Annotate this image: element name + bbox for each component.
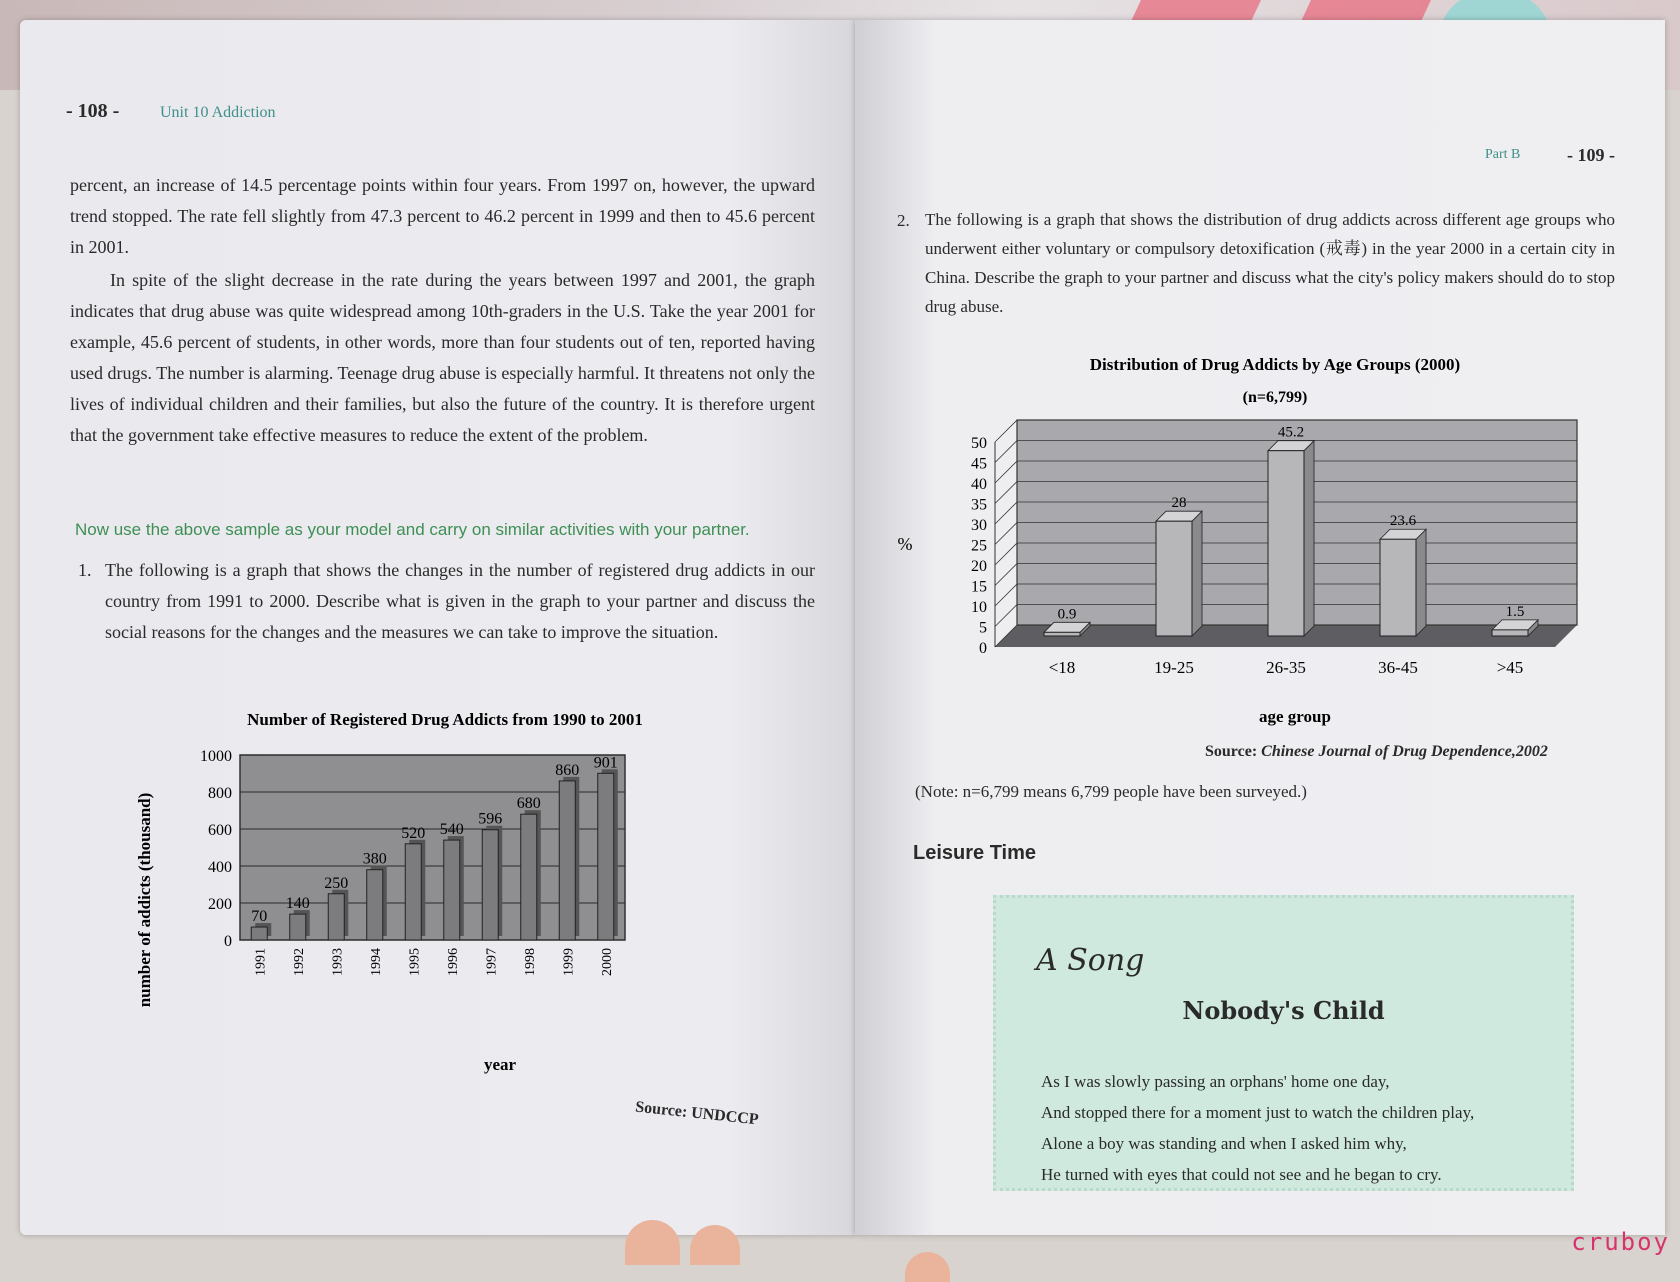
chart1-title: Number of Registered Drug Addicts from 1990 to 2001: [247, 710, 643, 729]
chart2-value-label: 28: [1171, 495, 1187, 512]
chart1-ytick: 600: [208, 822, 232, 839]
right-source-label: Source:: [1205, 743, 1262, 760]
watermark: cruboy: [1571, 1228, 1670, 1256]
right-page-number: - 109 -: [1567, 145, 1615, 165]
right-source: [1205, 743, 1548, 761]
chart2-title: Distribution of Drug Addicts by Age Groups (2000): [1089, 355, 1461, 374]
chart1-ytick: 0: [224, 933, 232, 950]
chart-registered-addicts: [100, 695, 720, 1105]
paragraph-1: percent, an increase of 14.5 percentage points within four years. From 1997 on, however, the upward trend stopped. The rate fell slightly from 47.3 percent to 46.2 percent in 1999 and then to 45.6 percent in 2001.: [70, 175, 815, 257]
chart1-value-label: 140: [285, 895, 310, 913]
right-source-journal: Chinese Journal of Drug Dependence,2002: [1261, 743, 1548, 760]
chart2-xtick: 36-45: [1378, 658, 1418, 677]
song-label: A Song: [1036, 943, 1145, 978]
finger: [905, 1252, 950, 1282]
poem-line: He turned with eyes that could not see and he began to cry.: [1041, 1165, 1442, 1184]
poem-line: Alone a boy was standing and when I asked him why,: [1041, 1134, 1407, 1153]
chart1-bar: [290, 914, 306, 940]
instruction-text: Now use the above sample as your model and carry on similar activities with your partner.: [75, 520, 750, 539]
chart2-value-label: 23.6: [1389, 513, 1417, 530]
chart2-ytick: 25: [971, 537, 987, 555]
left-page-number: - 108 -: [66, 100, 120, 122]
chart2-bar: [1268, 451, 1304, 636]
chart2-gridline-side: [995, 564, 1017, 586]
chart2-value-label: 1.5: [1505, 603, 1525, 620]
chart2-ytick: 35: [971, 496, 987, 514]
chart2-xtick: >45: [1496, 658, 1524, 677]
exercise-1-text: The following is a graph that shows the changes in the number of registered drug addicts in our country from 1991 to 2000. Describe what is given in the graph to your partner and discuss the social reasons for the changes and the measures we can take to improve the situation.: [105, 560, 815, 642]
exercise-2-text: The following is a graph that shows the distribution of drug addicts across different age groups who underwent either voluntary or compulsory detoxification (戒毒) in the year 2000 in a certain city in China. Describe the graph to your partner and discuss what the city's policy makers should do to stop drug abuse.: [925, 210, 1615, 316]
chart1-value-label: 70: [251, 908, 268, 926]
chart2-bar: [1156, 521, 1192, 636]
chart2-bar: [1044, 632, 1080, 636]
part-header: Part B: [1485, 147, 1521, 162]
chart1-value-label: 540: [439, 821, 464, 839]
exercise-1-number: 1.: [78, 560, 92, 580]
chart2-ytick: 40: [971, 476, 987, 493]
chart2-gridline-side: [995, 584, 1017, 606]
chart-age-distribution: [875, 340, 1595, 730]
chart2-xlabel: age group: [1259, 707, 1331, 726]
chart2-ytick: 15: [971, 578, 987, 596]
chart2-gridline-side: [995, 523, 1017, 545]
chart2-ylabel: %: [897, 534, 913, 554]
chart2-bar-side: [1416, 529, 1426, 636]
chart1-xlabel: year: [483, 1055, 517, 1074]
chart2-subtitle: (n=6,799): [1242, 389, 1308, 406]
chart2-ytick: 5: [979, 619, 987, 637]
finger: [625, 1220, 680, 1265]
chart2-value-label: 0.9: [1057, 606, 1077, 623]
chart2-gridline-side: [995, 420, 1017, 442]
chart2-bar: [1380, 539, 1416, 636]
chart1-xtick: 1994: [368, 948, 384, 976]
chart2-gridline-side: [995, 543, 1017, 565]
chart1-ytick: 1000: [200, 748, 232, 765]
chart2-bar-side: [1192, 511, 1202, 636]
chart1-value-label: 250: [324, 874, 349, 892]
chart1-bar: [598, 773, 614, 940]
chart1-xtick: 1995: [407, 948, 423, 976]
poem-line: As I was slowly passing an orphans' home one day,: [1041, 1072, 1390, 1091]
chart1-value-label: 520: [401, 824, 426, 842]
chart1-xtick: 1993: [330, 948, 346, 976]
chart2-ytick: 10: [971, 599, 987, 616]
chart2-gridline-side: [995, 461, 1017, 483]
chart2-gridline-side: [995, 502, 1017, 524]
chart2-ytick: 50: [971, 435, 987, 452]
chart1-xtick: 1992: [291, 948, 307, 976]
chart1-xtick: 1998: [522, 948, 538, 976]
chart1-ytick: 800: [208, 785, 232, 802]
chart1-bar: [521, 814, 537, 940]
exercise-2-number: 2.: [897, 211, 910, 230]
chart1-ytick: 200: [208, 896, 232, 913]
chart2-bar: [1492, 630, 1528, 636]
paragraph-2: In spite of the slight decrease in the rate during the years between 1997 and 2001, the graph indicates that drug abuse was quite widespread among 10th-graders in the U.S. Take the year 2001 for example, 45.6 percent of students, in other words, more than four students out of ten, reported having used drugs. The number is alarming. Teenage drug abuse is especially harmful. It threatens not only the lives of individual children and their families, but also the future of the country. It is therefore urgent that the government take effective measures to reduce the extent of the problem.: [70, 270, 815, 445]
chart2-value-label: 45.2: [1277, 424, 1305, 441]
chart1-xtick: 2000: [599, 948, 615, 976]
chart2-xtick: 26-35: [1266, 658, 1306, 677]
chart2-ytick: 30: [971, 517, 987, 534]
chart1-bar: [328, 894, 344, 940]
chart1-bar: [482, 830, 498, 940]
left-source: Source: UNDCCP: [634, 1098, 760, 1129]
chart1-bar: [444, 840, 460, 940]
finger: [690, 1225, 740, 1265]
chart1-value-label: 596: [478, 810, 503, 828]
chart1-bar: [251, 927, 267, 940]
chart2-ytick: 20: [971, 558, 987, 575]
chart1-xtick: 1996: [445, 948, 461, 976]
right-page: [855, 20, 1665, 1235]
chart2-ytick: 0: [979, 640, 987, 657]
leisure-heading: Leisure Time: [913, 842, 1037, 864]
song-title: Nobody's Child: [1182, 996, 1385, 1025]
chart2-xtick: <18: [1048, 658, 1076, 677]
chart2-gridline-side: [995, 441, 1017, 463]
chart1-xtick: 1999: [561, 948, 577, 976]
chart1-value-label: 901: [593, 754, 618, 772]
chart1-value-label: 680: [516, 795, 541, 813]
chart1-xtick: 1997: [484, 948, 500, 976]
chart1-ytick: 400: [208, 859, 232, 876]
poem-line: And stopped there for a moment just to watch the children play,: [1041, 1103, 1475, 1122]
chart1-bar: [405, 844, 421, 940]
song-box: [993, 895, 1574, 1191]
chart1-bar: [559, 781, 575, 940]
chart2-xtick: 19-25: [1154, 658, 1194, 677]
chart1-xtick: 1991: [253, 948, 269, 976]
chart1-bar: [367, 870, 383, 940]
chart2-gridline-side: [995, 482, 1017, 504]
survey-note: (Note: n=6,799 means 6,799 people have been surveyed.): [915, 782, 1307, 801]
left-page: [20, 20, 855, 1235]
chart1-ylabel: number of addicts (thousand): [135, 792, 154, 1008]
unit-header: Unit 10 Addiction: [160, 104, 276, 121]
poem: [1041, 1066, 1474, 1190]
chart1-value-label: 860: [555, 761, 580, 779]
chart2-gridline-side: [995, 605, 1017, 627]
chart1-value-label: 380: [362, 850, 387, 868]
chart2-ytick: 45: [971, 455, 987, 473]
chart2-bar-side: [1304, 441, 1314, 636]
